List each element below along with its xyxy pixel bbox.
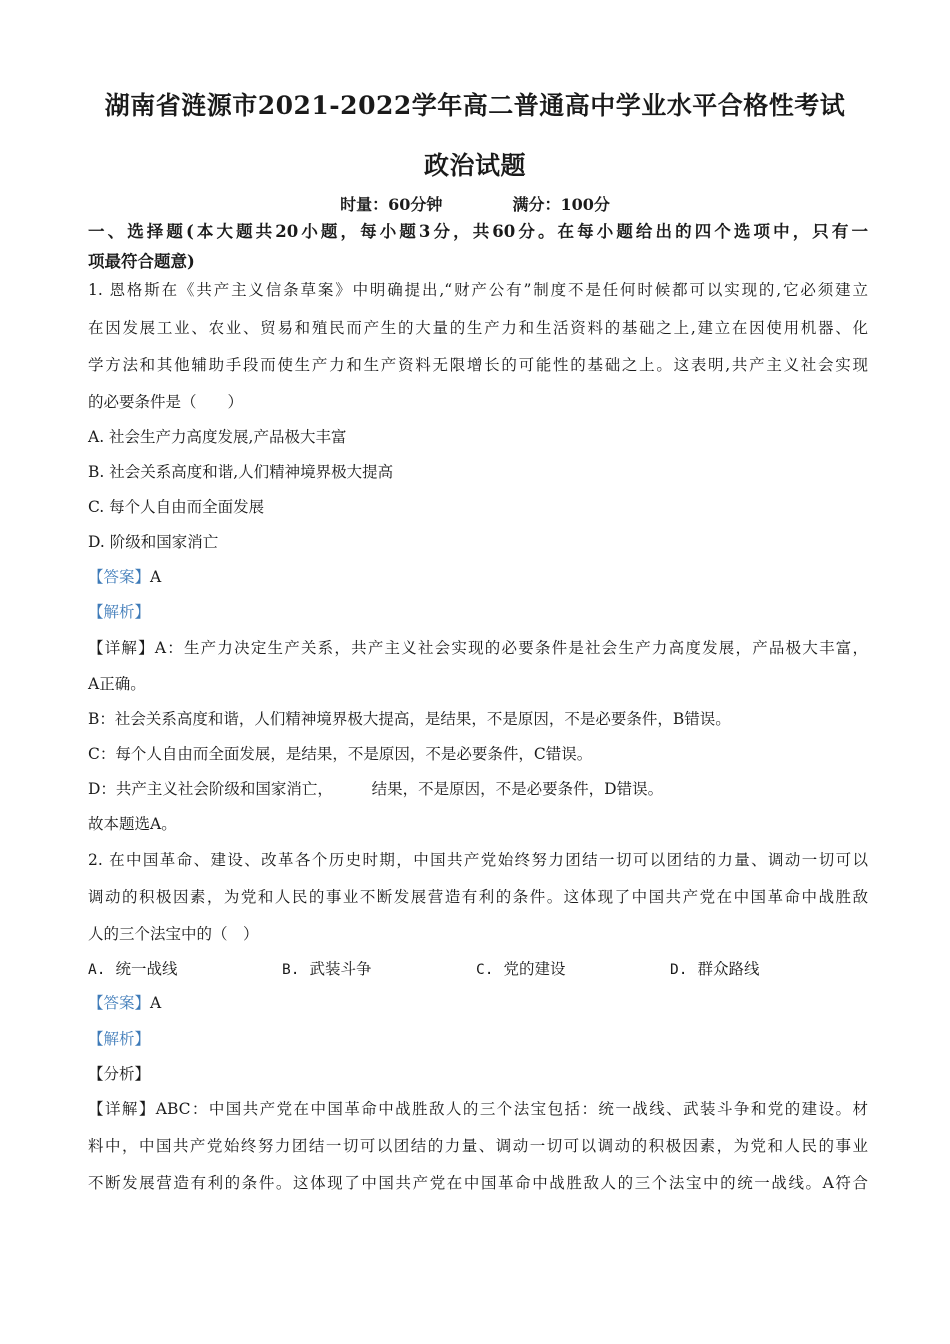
q1-stem-line: 在因发展工业、农业、贸易和殖民而产生的大量的生产力和生活资料的基础之上,建立在因使用机器、化 [88, 319, 868, 337]
q2-detail-line: 料中，中国共产党始终努力团结一切可以团结的力量、调动一切可以调动的积极因素，为党和人民的事业 [88, 1137, 868, 1155]
answer-tag: 【答案】 [88, 568, 151, 586]
q1-option-c: C. 每个人自由而全面发展 [88, 498, 265, 516]
q2-detail-line: 不断发展营造有利的条件。这体现了中国共产党在中国革命中战胜敌人的三个法宝中的统一战线。A符合 [88, 1174, 868, 1192]
exam-subject: 政治试题 [423, 151, 526, 180]
q1-stem-line: 学方法和其他辅助手段而使生产力和生产资料无限增长的可能性的基础之上。这表明,共产主义社会实现 [88, 356, 868, 374]
q2-analysis-tag: 【解析】 [88, 1030, 151, 1048]
q1-detail-line: A正确。 [88, 675, 146, 693]
q2-option-b: B. 武装斗争 [282, 960, 372, 978]
answer-tag: 【答案】 [88, 994, 151, 1012]
q2-stem-line: 2. 在中国革命、建设、改革各个历史时期，中国共产党始终努力团结一切可以团结的力量、调动一切可以 [88, 851, 868, 869]
section-heading-cont: 项最符合题意) [88, 252, 195, 271]
q2-stem-line: 调动的积极因素，为党和人民的事业不断发展营造有利的条件。这体现了中国共产党在中国革命中战胜敌 [88, 888, 868, 906]
q1-detail-line: 【详解】A：生产力决定生产关系，共产主义社会实现的必要条件是社会生产力高度发展，产品极大丰富， [88, 639, 868, 657]
q1-analysis-tag: 【解析】 [88, 603, 151, 621]
exam-score: 满分：100分 [512, 195, 610, 214]
q1-option-d: D. 阶级和国家消亡 [88, 533, 219, 551]
q1-detail-line: B：社会关系高度和谐，人们精神境界极大提高，是结果，不是原因，不是必要条件，B错误。 [88, 710, 731, 728]
q1-option-b: B. 社会关系高度和谐,人们精神境界极大提高 [88, 463, 394, 481]
q1-stem-line: 的必要条件是（ ） [88, 393, 244, 411]
answer-value: A [150, 568, 162, 586]
q2-option-c: C. 党的建设 [476, 960, 566, 978]
q1-detail-line: C：每个人自由而全面发展，是结果，不是原因，不是必要条件，C错误。 [88, 745, 593, 763]
q1-detail-line: D：共产主义社会阶级和国家消亡， 结果，不是原因，不是必要条件，D错误。 [88, 780, 664, 798]
q1-option-a: A. 社会生产力高度发展,产品极大丰富 [88, 428, 347, 446]
q1-stem-line: 1. 恩格斯在《共产主义信条草案》中明确提出,“财产公有”制度不是任何时候都可以实现的,它必须建立 [88, 281, 868, 299]
exam-title: 湖南省涟源市2021-2022学年高二普通高中学业水平合格性考试 [104, 91, 846, 120]
answer-value: A [150, 994, 162, 1012]
q2-stem-line: 人的三个法宝中的（ ） [88, 925, 259, 943]
q2-detail-line: 【详解】ABC：中国共产党在中国革命中战胜敌人的三个法宝包括：统一战线、武装斗争和党的建设。材 [88, 1100, 868, 1118]
q2-answer [88, 993, 868, 1013]
exam-meta [0, 192, 950, 215]
exam-time: 时量：60分钟 [340, 195, 443, 214]
q1-detail-line: 故本题选A。 [88, 815, 177, 833]
q2-option-d: D. 群众路线 [670, 960, 760, 978]
section-heading: 一、选择题(本大题共20小题，每小题3分，共60分。在每小题给出的四个选项中，只有一 [88, 222, 868, 241]
q1-answer [88, 567, 868, 587]
q2-fenxi-tag: 【分析】 [88, 1065, 151, 1083]
q2-option-a: A. 统一战线 [88, 960, 178, 978]
